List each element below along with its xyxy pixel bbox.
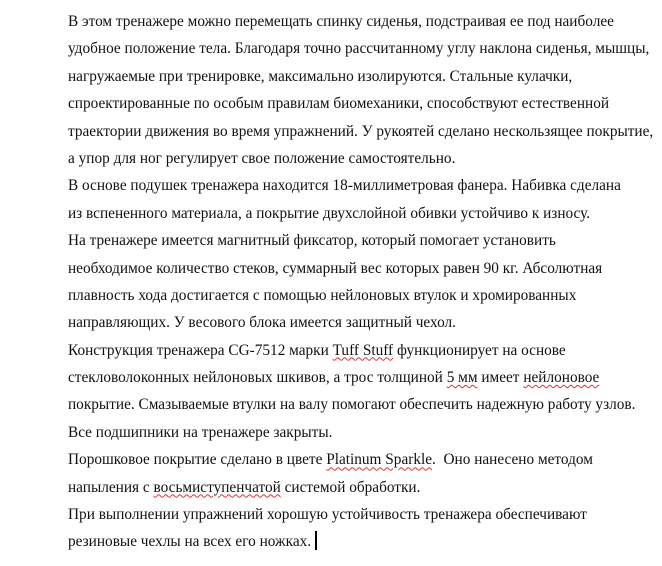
text-run: покрытие. Смазываемые втулки на валу помогают обеспечить надежную работу узлов. bbox=[68, 396, 636, 414]
text-run: резиновые чехлы на всех его ножках. bbox=[68, 533, 312, 551]
text-line bbox=[30, 364, 630, 391]
text-line: На тренажере имеется магнитный фиксатор, который помогает установить bbox=[68, 232, 556, 250]
text-line bbox=[30, 337, 630, 364]
paragraph-1 bbox=[30, 8, 654, 172]
text-line bbox=[30, 528, 630, 555]
text-run: стекловолоконных нейлоновых шкивов, а трос толщиной bbox=[68, 369, 447, 387]
text-line bbox=[30, 474, 630, 501]
text-line: из вспененного материала, а покрытие двухслойной обивки устойчиво к износу. bbox=[68, 204, 591, 222]
text-line bbox=[30, 446, 630, 473]
text-run: системой обработки. bbox=[280, 478, 421, 496]
paragraph-4 bbox=[30, 337, 636, 447]
paragraph-3 bbox=[30, 227, 630, 337]
text-line bbox=[30, 419, 630, 446]
text-line: направляющих. У весового блока имеется защитный чехол. bbox=[68, 314, 456, 332]
text-line bbox=[30, 391, 636, 418]
text-run: Конструкция тренажера CG-7512 марки bbox=[68, 341, 333, 359]
text-line: плавность хода достигается с помощью нейлоновых втулок и хромированных bbox=[68, 286, 577, 304]
text-line: необходимое количество стеков, суммарный вес которых равен 90 кг. Абсолютная bbox=[68, 259, 603, 277]
spelling-flagged-word: Tuff Stuff bbox=[332, 341, 394, 359]
paragraph-2 bbox=[30, 172, 630, 227]
text-line: спроектированные по особым правилам биомеханики, способствуют естественной bbox=[68, 95, 610, 113]
document-body[interactable] bbox=[30, 8, 654, 556]
spelling-flagged-word: 5 мм bbox=[446, 369, 478, 387]
text-cursor bbox=[315, 531, 317, 550]
text-line: траектории движения во время упражнений. У рукоятей сделано нескользящее покрытие, bbox=[68, 122, 654, 140]
text-line: При выполнении упражнений хорошую устойчивость тренажера обеспечивают bbox=[68, 506, 587, 524]
text-line: В основе подушек тренажера находится 18-миллиметровая фанера. Набивка сделана bbox=[68, 177, 621, 195]
spelling-flagged-word: Platinum Sparkle bbox=[326, 451, 433, 469]
text-run: напыления с bbox=[68, 478, 154, 496]
paragraph-6 bbox=[30, 501, 630, 556]
text-line: удобное положение тела. Благодаря точно рассчитанному углу наклона сиденья, мышцы, bbox=[68, 40, 650, 58]
text-line: В этом тренажере можно перемещать спинку сиденья, подстраивая ее под наиболее bbox=[68, 13, 614, 30]
text-run: Порошковое покрытие сделано в цвете bbox=[68, 451, 327, 469]
text-run: имеет bbox=[477, 369, 524, 387]
spelling-flagged-word: восьмиступенчатой bbox=[153, 478, 281, 496]
spelling-flagged-word: нейлоновое bbox=[523, 369, 600, 387]
paragraph-5 bbox=[30, 446, 630, 501]
text-line: а упор для ног регулирует свое положение самостоятельно. bbox=[68, 149, 456, 167]
text-run: . Оно нанесено методом bbox=[432, 451, 593, 469]
text-run: функционирует на основе bbox=[393, 341, 566, 359]
text-line: нагружаемые при тренировке, максимально изолируются. Стальные кулачки, bbox=[68, 67, 573, 85]
text-run: Все подшипники на тренажере закрыты. bbox=[68, 423, 333, 441]
